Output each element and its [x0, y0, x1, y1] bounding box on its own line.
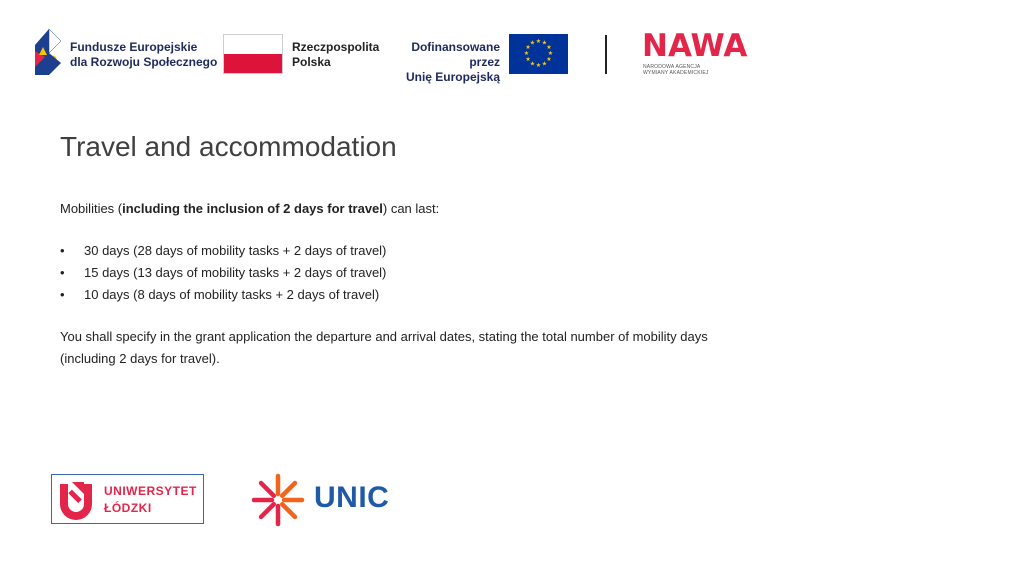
- svg-text:★: ★: [529, 39, 536, 47]
- svg-text:★: ★: [547, 50, 554, 57]
- nawa-sub-line2: WYMIANY AKADEMICKIEJ: [643, 70, 709, 76]
- unic-star-icon: [250, 472, 306, 528]
- rzeczpospolita-text: [292, 40, 379, 70]
- eu-line1: Dofinansowane przez: [411, 40, 500, 69]
- duration-list: [60, 240, 820, 306]
- svg-text:★: ★: [535, 38, 542, 45]
- list-item-text: 30 days (28 days of mobility tasks + 2 days of travel): [84, 243, 387, 258]
- svg-text:★: ★: [541, 39, 548, 47]
- eu-flag-icon: [509, 34, 568, 74]
- header-divider: [605, 35, 607, 74]
- svg-text:★: ★: [525, 44, 531, 51]
- list-item: [60, 240, 820, 262]
- note-paragraph: [60, 326, 820, 370]
- pl-line2: Polska: [292, 55, 331, 69]
- intro-post: ) can last:: [382, 201, 440, 216]
- unic-logo-text: UNIC: [314, 481, 390, 514]
- intro-pre: Mobilities (: [60, 201, 123, 216]
- bullet: •: [60, 287, 65, 302]
- slide-title: Travel and accommodation: [60, 131, 397, 162]
- nawa-sub-line1: NARODOWA AGENCJA: [643, 64, 701, 70]
- svg-text:★: ★: [523, 50, 530, 57]
- list-item: [60, 262, 820, 284]
- header-logo-bar: [0, 0, 1024, 100]
- fe-line1: Fundusze Europejskie: [70, 40, 198, 54]
- note-line2: (including 2 days for travel).: [60, 351, 220, 366]
- svg-text:★: ★: [529, 60, 536, 68]
- intro-paragraph: [60, 198, 820, 220]
- ul-line2: ŁÓDZKI: [104, 501, 152, 515]
- svg-text:★: ★: [535, 62, 542, 69]
- uniwersytet-lodzki-mark-icon: [54, 478, 98, 522]
- svg-text:★: ★: [541, 60, 548, 68]
- slide-body: [60, 198, 820, 370]
- pl-line1: Rzeczpospolita: [292, 40, 380, 54]
- nawa-subtitle: [643, 64, 709, 76]
- intro-bold: including the inclusion of 2 days for travel: [122, 201, 383, 216]
- list-item-text: 10 days (8 days of mobility tasks + 2 days of travel): [84, 287, 380, 302]
- polish-flag-icon: [223, 34, 283, 74]
- nawa-logo: NAWA: [642, 28, 748, 64]
- list-item-text: 15 days (13 days of mobility tasks + 2 days of travel): [84, 265, 387, 280]
- fundusze-europejskie-logo-icon: [33, 27, 63, 79]
- bullet: •: [60, 243, 65, 258]
- fe-line2: dla Rozwoju Społecznego: [70, 55, 218, 69]
- eu-cofunding-text: [380, 40, 500, 85]
- svg-text:★: ★: [546, 44, 552, 51]
- ul-line1: UNIWERSYTET: [104, 484, 197, 498]
- uniwersytet-lodzki-logo: [51, 474, 204, 524]
- eu-line2: Unię Europejską: [405, 70, 500, 84]
- fundusze-europejskie-text: [70, 40, 217, 70]
- note-line1: You shall specify in the grant application the departure and arrival dates, stating the total number of mobility days: [60, 329, 708, 344]
- list-item: [60, 284, 820, 306]
- bullet: •: [60, 265, 65, 280]
- svg-text:★: ★: [525, 56, 531, 63]
- svg-text:★: ★: [546, 56, 552, 63]
- uniwersytet-lodzki-text: [104, 483, 197, 517]
